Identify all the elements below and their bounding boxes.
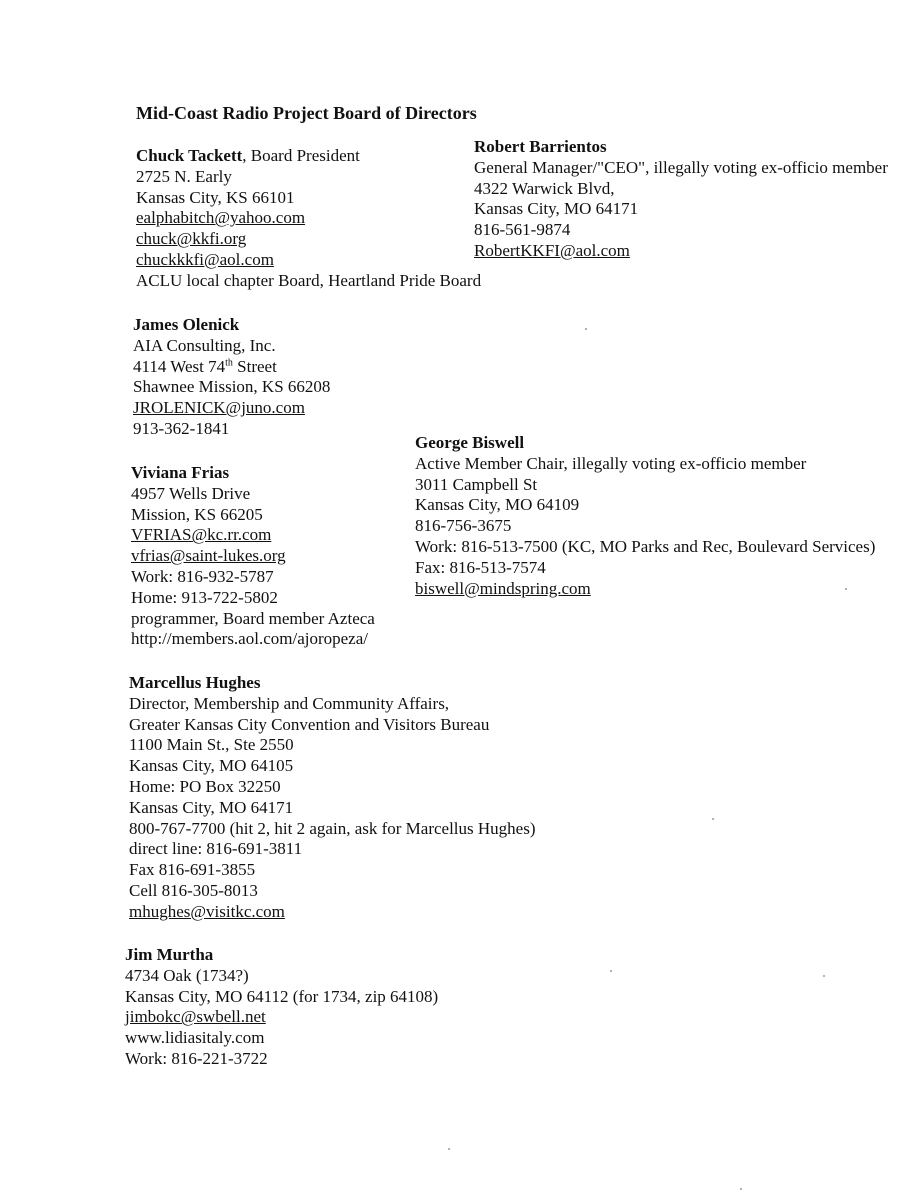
title-line: General Manager/"CEO", illegally voting ex-officio member [474, 157, 888, 177]
scan-speck [845, 588, 847, 590]
email-line [131, 525, 375, 546]
url-line: www.lidiasitaly.com [125, 1028, 265, 1048]
title-line: Active Member Chair, illegally voting ex-officio member [415, 453, 807, 473]
work-line: Work: 816-513-7500 (KC, MO Parks and Rec, Boulevard Services) [415, 536, 876, 556]
work-line: Work: 816-932-5787 [131, 566, 274, 586]
city-line: Shawnee Mission, KS 66208 [133, 377, 331, 397]
cell-line: Cell 816-305-8013 [129, 880, 258, 900]
contact-name: Jim Murtha [125, 945, 214, 964]
note-line: programmer, Board member Azteca [131, 608, 375, 628]
city-line: Kansas City, MO 64171 [474, 199, 639, 219]
city-line: Kansas City, KS 66101 [136, 187, 295, 207]
email-link[interactable]: VFRIAS@kc.rr.com [131, 525, 272, 545]
contact-viviana-frias [131, 463, 375, 650]
email-link[interactable]: vfrias@saint-lukes.org [131, 546, 286, 566]
city-line: Mission, KS 66205 [131, 504, 263, 524]
note-line: ACLU local chapter Board, Heartland Pride Board [136, 270, 482, 290]
home-address-line: Home: PO Box 32250 [129, 776, 281, 796]
fax-line: Fax 816-691-3855 [129, 860, 256, 880]
company-line: AIA Consulting, Inc. [133, 335, 276, 355]
phone-line: 816-756-3675 [415, 516, 512, 536]
phone-line: 913-362-1841 [133, 418, 230, 438]
contact-george-biswell [415, 433, 875, 599]
phone-line: 800-767-7700 (hit 2, hit 2 again, ask for Marcellus Hughes) [129, 818, 536, 838]
address-line: 4322 Warwick Blvd, [474, 178, 615, 198]
email-line [415, 579, 875, 600]
home-city-line: Kansas City, MO 64171 [129, 797, 294, 817]
scan-speck [585, 328, 587, 330]
phone-line: 816-561-9874 [474, 220, 571, 240]
contact-robert-barrientos [474, 137, 888, 262]
address-line: 2725 N. Early [136, 166, 232, 186]
direct-line: direct line: 816-691-3811 [129, 839, 303, 859]
email-link[interactable]: ealphabitch@yahoo.com [136, 208, 306, 228]
work-line: Work: 816-221-3722 [125, 1048, 268, 1068]
address-street: Street [232, 356, 277, 376]
email-line [131, 546, 375, 567]
city-line: Kansas City, MO 64105 [129, 756, 294, 776]
scan-speck [712, 818, 714, 820]
contact-james-olenick [133, 315, 330, 440]
address-line: 1100 Main St., Ste 2550 [129, 735, 294, 755]
scan-speck [448, 1148, 450, 1150]
email-link[interactable]: RobertKKFI@aol.com [474, 240, 630, 260]
email-line [125, 1007, 438, 1028]
contact-marcellus-hughes [129, 673, 536, 923]
url-line: http://members.aol.com/ajoropeza/ [131, 629, 368, 649]
email-link[interactable]: biswell@mindspring.com [415, 578, 591, 598]
address-line [133, 357, 330, 378]
email-line [136, 208, 481, 229]
email-link[interactable]: jimbokc@swbell.net [125, 1007, 266, 1027]
contact-chuck-tackett [136, 146, 481, 292]
scan-speck [823, 975, 825, 977]
contact-name-line [136, 146, 481, 167]
contact-name: Chuck Tackett [136, 146, 243, 165]
contact-name: Viviana Frias [131, 463, 230, 482]
scan-speck [740, 1188, 742, 1190]
email-link[interactable]: mhughes@visitkc.com [129, 901, 285, 921]
city-line: Kansas City, MO 64112 (for 1734, zip 64108) [125, 986, 439, 1006]
email-link[interactable]: chuckkkfi@aol.com [136, 249, 274, 269]
contact-name: Marcellus Hughes [129, 673, 261, 692]
contact-jim-murtha [125, 945, 438, 1070]
contact-role: , Board President [242, 146, 360, 165]
city-line: Kansas City, MO 64109 [415, 495, 580, 515]
document-title: Mid-Coast Radio Project Board of Directors [136, 103, 477, 123]
address-number: 4114 West 74 [133, 356, 226, 376]
email-line [136, 229, 481, 250]
email-line [474, 241, 888, 262]
fax-line: Fax: 816-513-7574 [415, 557, 546, 577]
address-line: 4734 Oak (1734?) [125, 965, 249, 985]
scan-speck [610, 970, 612, 972]
ordinal-suffix: th [225, 356, 233, 368]
email-link[interactable]: JROLENICK@juno.com [133, 398, 305, 418]
home-line: Home: 913-722-5802 [131, 587, 278, 607]
contact-name: James Olenick [133, 315, 240, 334]
email-line [129, 902, 536, 923]
email-link[interactable]: chuck@kkfi.org [136, 229, 247, 249]
title-line: Director, Membership and Community Affairs, [129, 693, 450, 713]
email-line [136, 250, 481, 271]
address-line: 4957 Wells Drive [131, 483, 251, 503]
contact-name: George Biswell [415, 433, 525, 452]
contact-name: Robert Barrientos [474, 137, 607, 156]
email-line [133, 398, 330, 419]
address-line: 3011 Campbell St [415, 474, 538, 494]
organization-line: Greater Kansas City Convention and Visitors Bureau [129, 714, 490, 734]
